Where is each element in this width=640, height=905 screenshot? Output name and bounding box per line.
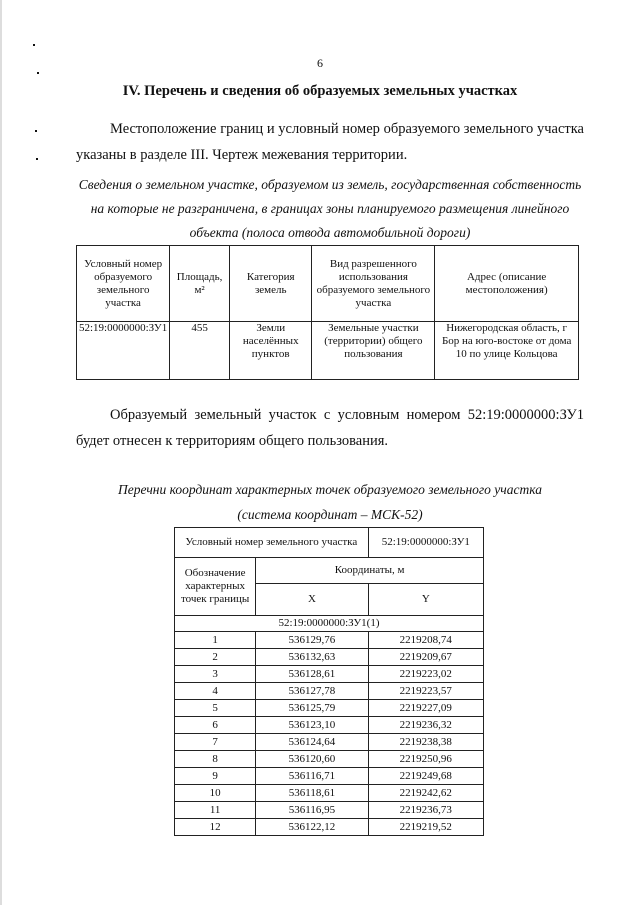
x-coordinate-cell: 536128,61 xyxy=(256,666,368,683)
coords-label: Координаты, м xyxy=(256,558,484,584)
y-coordinate-cell: 2219223,02 xyxy=(368,666,483,683)
x-coordinate-cell: 536129,76 xyxy=(256,632,368,649)
section-heading: IV. Перечень и сведения об образуемых земельных участках xyxy=(122,83,518,99)
paragraph-location xyxy=(76,116,584,168)
x-coordinate-cell: 536116,95 xyxy=(256,802,368,819)
table-row xyxy=(175,666,484,683)
point-number-cell: 2 xyxy=(175,649,256,666)
point-number-cell: 6 xyxy=(175,717,256,734)
table-row xyxy=(175,683,484,700)
table-cell: Земли населённых пунктов xyxy=(229,322,311,380)
contour-label: 52:19:0000000:ЗУ1(1) xyxy=(175,616,484,632)
x-coordinate-cell: 536123,10 xyxy=(256,717,368,734)
point-number-cell: 8 xyxy=(175,751,256,768)
table-row xyxy=(175,717,484,734)
table1-title: Сведения о земельном участке, образуемом из земель, государственная собственность на которые не разграничена, в границах зоны планируемого размещения линейного объекта (полоса отвода автомобильной дороги) xyxy=(78,177,582,240)
y-coordinate-cell: 2219219,52 xyxy=(368,819,483,836)
plot-number-label: Условный номер земельного участка xyxy=(175,528,369,558)
table-row xyxy=(77,322,579,380)
x-coordinate-cell: 536120,60 xyxy=(256,751,368,768)
point-number-cell: 4 xyxy=(175,683,256,700)
y-coordinate-cell: 2219250,96 xyxy=(368,751,483,768)
point-number-cell: 10 xyxy=(175,785,256,802)
page-number: 6 xyxy=(317,56,323,70)
coords-header-row xyxy=(175,558,484,584)
plot-number-value: 52:19:0000000:ЗУ1 xyxy=(368,528,483,558)
plot-info-table xyxy=(76,245,579,380)
table2-title-line1: Перечни координат характерных точек образуемого земельного участка xyxy=(118,482,542,497)
plot-number-row xyxy=(175,528,484,558)
table-cell: 455 xyxy=(170,322,230,380)
table-cell: Земельные участки (территории) общего пользования xyxy=(312,322,435,380)
point-label: Обозначение характерных точек границы xyxy=(175,558,256,616)
contour-row xyxy=(175,616,484,632)
scan-speck xyxy=(33,44,35,46)
point-number-cell: 1 xyxy=(175,632,256,649)
scan-speck xyxy=(37,72,39,74)
y-coordinate-cell: 2219249,68 xyxy=(368,768,483,785)
table-header-row xyxy=(77,246,579,322)
table-row xyxy=(175,785,484,802)
point-number-cell: 12 xyxy=(175,819,256,836)
x-coordinate-cell: 536125,79 xyxy=(256,700,368,717)
header-cell: Адрес (описание местоположения) xyxy=(435,246,579,322)
point-number-cell: 9 xyxy=(175,768,256,785)
point-number-cell: 11 xyxy=(175,802,256,819)
point-number-cell: 3 xyxy=(175,666,256,683)
scan-speck xyxy=(35,130,37,132)
x-label: X xyxy=(256,584,368,616)
table-cell: 52:19:0000000:ЗУ1 xyxy=(77,322,170,380)
y-coordinate-cell: 2219238,38 xyxy=(368,734,483,751)
table-row xyxy=(175,649,484,666)
paragraph-public-use xyxy=(76,402,584,454)
x-coordinate-cell: 536124,64 xyxy=(256,734,368,751)
x-coordinate-cell: 536116,71 xyxy=(256,768,368,785)
table-row xyxy=(175,700,484,717)
table-row xyxy=(175,632,484,649)
point-number-cell: 7 xyxy=(175,734,256,751)
paragraph-public-use-text: Образуемый земельный участок с условным номером 52:19:0000000:ЗУ1 будет отнесен к территориям общего пользования. xyxy=(76,407,584,449)
y-coordinate-cell: 2219236,32 xyxy=(368,717,483,734)
header-cell: Вид разрешенного использования образуемого земельного участка xyxy=(312,246,435,322)
y-coordinate-cell: 2219236,73 xyxy=(368,802,483,819)
table-row xyxy=(175,768,484,785)
table-row xyxy=(175,802,484,819)
x-coordinate-cell: 536122,12 xyxy=(256,819,368,836)
header-cell: Площадь, м² xyxy=(170,246,230,322)
y-coordinate-cell: 2219209,67 xyxy=(368,649,483,666)
header-cell: Категория земель xyxy=(229,246,311,322)
x-coordinate-cell: 536132,63 xyxy=(256,649,368,666)
y-coordinate-cell: 2219242,62 xyxy=(368,785,483,802)
coordinates-table xyxy=(174,527,484,836)
table2-title-line2: (система координат – МСК-52) xyxy=(237,507,423,522)
x-coordinate-cell: 536118,61 xyxy=(256,785,368,802)
scan-edge xyxy=(0,0,2,905)
point-number-cell: 5 xyxy=(175,700,256,717)
paragraph-location-text: Местоположение границ и условный номер образуемого земельного участка указаны в разделе III. Чертеж межевания территории. xyxy=(76,121,584,163)
scan-speck xyxy=(36,158,38,160)
table-row xyxy=(175,751,484,768)
y-coordinate-cell: 2219208,74 xyxy=(368,632,483,649)
table-row xyxy=(175,819,484,836)
table-cell: Нижегородская область, г Бор на юго-востоке от дома 10 по улице Кольцова xyxy=(435,322,579,380)
header-cell: Условный номер образуемого земельного участка xyxy=(77,246,170,322)
x-coordinate-cell: 536127,78 xyxy=(256,683,368,700)
y-coordinate-cell: 2219223,57 xyxy=(368,683,483,700)
y-label: Y xyxy=(368,584,483,616)
y-coordinate-cell: 2219227,09 xyxy=(368,700,483,717)
table-row xyxy=(175,734,484,751)
